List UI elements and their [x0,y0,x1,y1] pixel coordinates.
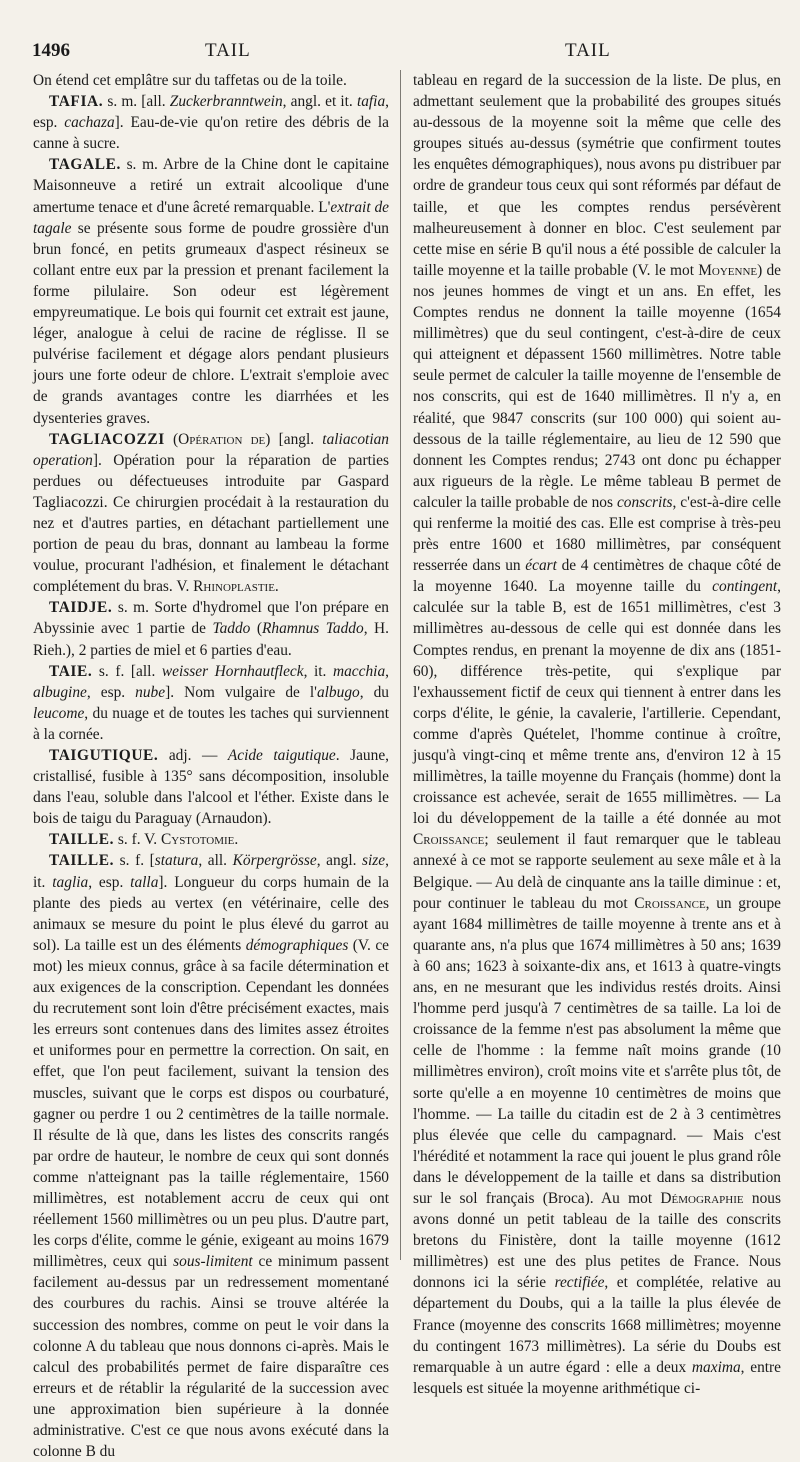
page-number: 1496 [32,40,70,61]
entry-continuation: On étend cet emplâtre sur du taffetas ou de la toile. [33,72,347,89]
page-header [0,40,800,66]
entry-taidje: TAIDJE. s. m. Sorte d'hydromel que l'on prépare en Abyssinie avec 1 partie de Taddo (Rhamnus Taddo, H. Rieh.), 2 parties de miel et 6 parties d'eau. [33,599,389,659]
entry-tagale: TAGALE. s. m. Arbre de la Chine dont le capitaine Maisonneuve a retiré un extrait alcoolique d'une amertume tenace et d'une âcreté remarquable. L'extrait de tagale se présente sous forme de poudre grossière d'un brun foncé, en petits grumeaux d'aspect résineux se collant entre eux par la pression et prenant facilement la forme pilulaire. Son odeur est légèrement empyreumatique. Le bois qui fournit cet extrait est jaune, léger, analogue à celui de racine de réglisse. Il se pulvérise facilement et dégage alors pendant plusieurs jours une forte odeur de chlore. L'extrait s'emploie avec de grands avantages contre les diarrhées et les dysenteries graves. [33,156,389,427]
column-divider [400,70,401,1260]
entry-taille-2: TAILLE. s. f. [statura, all. Körpergrösse, angl. size, it. taglia, esp. talla]. Longueur du corps humain de la plante des pieds au vertex (en vétérinaire, celle des animaux se mesure du point le plus élevé du garrot au sol). La taille est un des éléments démographiques (V. ce mot) les mieux connus, grâce à sa facile détermination et aux exigences de la conscription. Cependant les données du recrutement sont loin d'être précisément exactes, mais les erreurs sont contenues dans des limites assez étroites et uniformes pour en permettre la correction. On sait, en effet, que l'on peut facilement, suivant la tension des muscles, suivant que le corps est dispos ou courbaturé, gagner ou perdre 1 ou 2 centimètres de la taille normale. Il résulte de là que, dans les listes des conscrits rangés par ordre de hauteur, le nombre de ceux qui sont donnés comme n'atteignant pas la taille réglementaire, 1560 millimètres, est notablement accru de ceux qui ont réellement 1560 millimètres ou un peu plus. D'autre part, les corps d'élite, comme le génie, exigeant au moins 1679 millimètres, ceux qui sous-limitent ce minimum passent facilement au-dessus par un redressement momentané des courbures du rachis. Ainsi se trouve altérée la succession des nombres, comme on peut le voir dans la colonne A du tableau que nous donnons ci-après. Mais le calcul des probabilités permet de faire disparaître ces erreurs et de rétablir la régularité de la succession avec une approximation bien supérieure à la donnée administrative. C'est ce que nous avons exécuté dans la colonne B du [33,852,389,1461]
right-column [413,70,782,1397]
entry-taie: TAIE. s. f. [all. weisser Hornhautfleck, it. macchia, albugine, esp. nube]. Nom vulgaire de l'albugo, du leucome, du nuage et de toutes les taches qui surviennent à la cornée. [33,662,389,743]
entry-tagliacozzi: TAGLIACOZZI (Opération de) [angl. taliacotian operation]. Opération pour la réparation de parties perdues ou défectueuses introduite par Gaspard Tagliacozzi. Ce chirurgien procédait à la restauration du nez et d'autres parties, en détachant partiellement une portion de peau du bras, donnant au lambeau la forme voulue, procurant l'adhésion, et finalement le détachant complétement du bras. V. Rhinoplastie. [33,430,389,596]
headword: TAFIA. [49,93,104,111]
entry-taigutique: TAIGUTIQUE. adj. — Acide taigutique. Jaune, cristallisé, fusible à 135° sans décomposition, insoluble dans l'eau, soluble dans l'alcool et l'éther. Existe dans le bois de taigu du Paraguay (Arnaudon). [33,747,389,828]
running-head-left: TAIL [205,40,251,61]
headword: TAIGUTIQUE. [49,747,159,764]
entry-tafia: TAFIA. s. m. [all. Zuckerbranntwein, angl. et it. tafia, esp. cachaza]. Eau-de-vie qu'on retire des débris de la canne à sucre. [33,93,390,153]
headword: TAGALE. [49,156,121,174]
headword: TAILLE. [49,831,115,849]
headword: TAIDJE. [49,599,113,617]
headword: TAIE. [49,662,93,680]
running-head-right: TAIL [565,40,611,61]
headword: TAILLE. [49,852,115,870]
left-column [33,70,390,1461]
headword: TAGLIACOZZI [49,430,165,448]
entry-taille-1: TAILLE. s. f. V. Cystotomie. [49,831,239,849]
entry-taille-continued: tableau en regard de la succession de la liste. De plus, en admettant seulement que la probabilité des groupes situés au-dessous de la moyenne soit la même que celle des groupes situés au-dessus (symétrie que confirment toutes les enquêtes démographiques), nous avons pu distribuer par ordre de grandeur tous ceux qui sont réformés par défaut de taille, et que les comptes rendus persévèrent malheureusement à donner en bloc. C'est seulement par cette mise en série B qu'il nous a été possible de calculer la taille moyenne et la taille probable (V. le mot Moyenne) de nos jeunes hommes de vingt et un ans. En effet, les Comptes rendus ne donnent la taille moyenne (1654 millimètres) que du seul contingent, c'est-à-dire de ceux qui atteignent et dépassent 1560 millimètres. Notre table seule permet de calculer la taille moyenne de l'ensemble de nos conscrits, qui est de 1640 millimètres. Il n'y a, en réalité, que 9847 conscrits (sur 100 000) qui soient au-dessous de la taille réglementaire, au lieu de 12 590 que donnent les Comptes rendus; 2743 ont donc pu échapper aux rigueurs de la règle. Le même tableau B permet de calculer la taille probable de nos conscrits, c'est-à-dire celle qui renferme la moitié des cas. Elle est comprise à très-peu près entre 1600 et 1680 millimètres, par conséquent resserrée dans un écart de 4 centimètres de chaque côté de la moyenne 1640. La moyenne taille du contingent, calculée sur la table B, est de 1651 millimètres, c'est 3 millimètres au-dessous de celle qui est donnée dans les Comptes rendus, en prenant la moyenne de dix ans (1851-60), différence très-petite, qui s'explique par l'exhaussement fictif de ceux qui tiennent à entrer dans les corps d'élite, le génie, la cavalerie, l'artillerie. Cependant, comme d'après Quételet, l'homme continue à croître, jusqu'à vingt-cinq et même trente ans, d'environ 12 à 15 millimètres, la taille moyenne du Français (homme) dont la croissance est achevée, serait de 1655 millimètres. — La loi du développement de la taille a été donnée au mot Croissance; seulement il faut remarquer que le tableau annexé à ce mot se rapporte seulement au sexe mâle et à la Belgique. — Au delà de cinquante ans la taille diminue : et, pour continuer le tableau du mot Croissance, un groupe ayant 1684 millimètres de taille moyenne à trente ans et à quarante ans, n'a plus que 1674 millimètres à 50 ans; 1639 à 60 ans; 1623 à soixante-dix ans, et 1613 à quatre-vingts ans, en ne mesurant que les individus restés droits. Ainsi l'homme perd jusqu'à 7 centimètres de sa taille. La loi de croissance de la femme n'est pas absolument la même que celle de l'homme : la femme naît moins grande (10 millimètres environ), croît moins vite et s'arrête plus tôt, de sorte qu'elle a en moyenne 10 centimètres de moins que l'homme. — La taille du citadin est de 2 à 3 centimètres plus élevée que celle du campagnard. — Mais c'est l'hérédité et notamment la race qui jouent le plus grand rôle dans le développement de la taille et dans sa distribution sur le sol français (Broca). Au mot Démographie nous avons donné un petit tableau de la taille des conscrits bretons du Finistère, dont la taille moyenne (1612 millimètres) est une des plus petites de France. Nous donnons ici la série rectifiée, et complétée, relative au département du Doubs, qui a la taille la plus élevée de France (moyenne des conscrits 1668 millimètres; moyenne du contingent 1673 millimètres). La série du Doubs est remarquable à un autre égard : elle a deux maxima, entre lesquels est située la moyenne arithmétique ci- [413,72,782,1397]
